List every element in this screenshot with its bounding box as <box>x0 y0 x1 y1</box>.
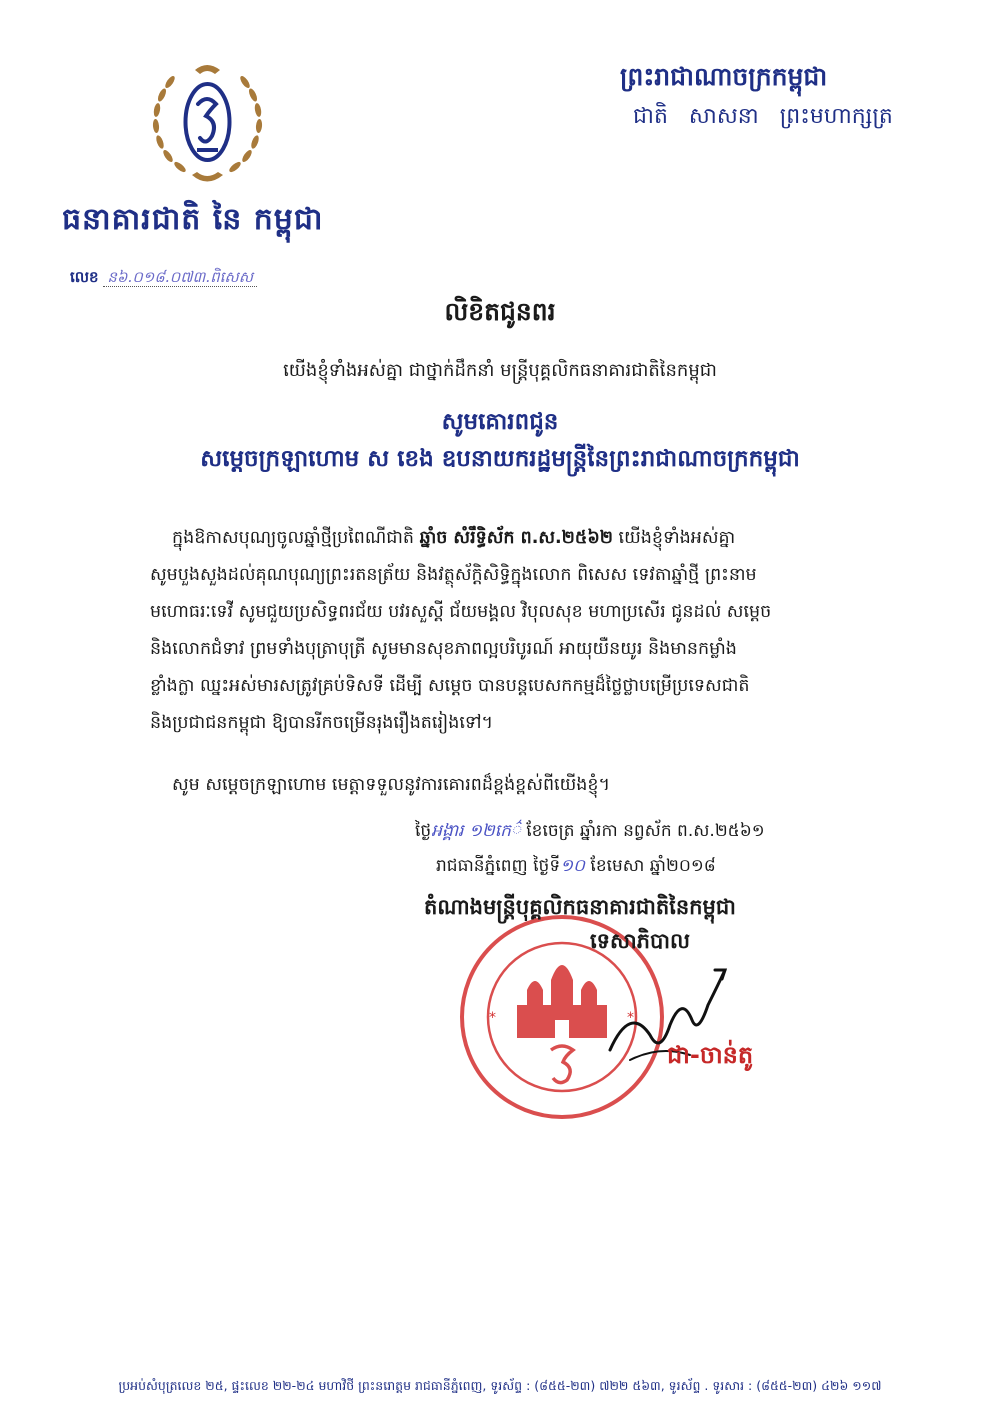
year-name: ឆ្នាំច សំរឹទ្ធិស័ក ព.ស.២៥៦២ <box>419 528 613 548</box>
sender-line: យើងខ្ញុំទាំងអស់គ្នា ជាថ្នាក់ដឹកនាំ មន្ត្រីបុគ្គលិកធនាគារជាតិនៃកម្ពុជា <box>283 360 717 381</box>
body-line-3: មហោធរៈទេវី សូមជួយប្រសិទ្ធពរជ័យ បវរសួស្តី ជ័យមង្គល វិបុលសុខ មហាប្រសើរ ជូនដល់ សម្តេច <box>150 602 772 622</box>
signer-title: ទេសាភិបាល <box>590 929 690 953</box>
gregorian-date-prefix: រាជធានីភ្នំពេញ ថ្ងៃទី <box>436 856 561 876</box>
respect-line: សូមគោរពជូន <box>441 409 559 435</box>
national-bank-emblem-icon <box>140 60 275 195</box>
lunar-date-suffix: ខែចេត្រ ឆ្នាំរកា នព្វស័ក ព.ស.២៥៦១ <box>520 821 765 841</box>
svg-text:*: * <box>489 1010 496 1026</box>
footer-address: ប្រអប់សំបុត្រលេខ ២៥, ផ្ទះលេខ ២២-២៤ មហាវិថី ព្រះនរោត្តម រាជធានីភ្នំពេញ, ទូរស័ព្ទ : (៨៥៥-២៣) ៧២២ ៥៦៣, ទូរស័ព្ទ . ទូរសារ : (៨៥៥-២៣) ៤២៦ ១១៧ <box>118 1378 882 1393</box>
national-motto: ជាតិ សាសនា ព្រះមហាក្សត្រ <box>633 104 893 129</box>
svg-text:*: * <box>627 1010 634 1026</box>
bank-name: ធនាគារជាតិ នៃ កម្ពុជា <box>62 202 324 237</box>
signer-name: ជា-ចាន់តូ <box>667 1041 754 1069</box>
body-line-1-start: ក្នុងឱកាសបុណ្យចូលឆ្នាំថ្មីប្រពៃណីជាតិ <box>172 528 420 548</box>
reference-number-row <box>70 268 257 290</box>
body-line-5: ខ្លាំងក្លា ឈ្នះអស់មារសត្រូវគ្រប់ទិសទី ដើម្បី សម្តេច បានបន្តបេសកកម្មដ៏ថ្លៃថ្លាបម្រើប្រទេសជាតិ <box>150 676 750 696</box>
body-line-4: និងលោកជំទាវ ព្រមទាំងបុត្រាបុត្រី សូមមានសុខភាពល្អបរិបូរណ៍ អាយុយឺនយូរ និងមានកម្លាំង <box>150 639 737 659</box>
gregorian-date <box>436 855 716 880</box>
body-line-6: និងប្រជាជនកម្ពុជា ឱ្យបានរីកចម្រើនរុងរឿងតរៀងទៅ។ <box>150 713 494 733</box>
recipient-line: សម្តេចក្រឡាហោម ស ខេង ឧបនាយករដ្ឋមន្ត្រីនៃព្រះរាជាណាចក្រកម្ពុជា <box>200 446 800 472</box>
lunar-date-prefix: ថ្ងៃ <box>415 821 432 841</box>
kingdom-heading: ព្រះរាជាណាចក្រកម្ពុជា <box>620 62 828 91</box>
body-line-1 <box>150 520 902 557</box>
body-line-2: សូមបួងសួងដល់គុណបុណ្យព្រះរតនត្រ័យ និងវត្ថុស័ក្តិសិទ្ធិក្នុងលោក ពិសេស ទេវតាឆ្នាំថ្មី ព្រះនាម <box>150 565 757 585</box>
reference-label: លេខ <box>70 268 99 286</box>
letter-body <box>150 520 902 742</box>
on-behalf-line: តំណាងមន្ត្រីបុគ្គលិកធនាគារជាតិនៃកម្ពុជា <box>424 895 736 919</box>
letter-title: លិខិតជូនពរ <box>444 297 556 326</box>
lunar-date-handwritten: អង្គារ ១២កេ៌ <box>431 821 521 841</box>
gregorian-date-suffix: ខែមេសា ឆ្នាំ២០១៨ <box>585 856 716 876</box>
closing-line: សូម សម្តេចក្រឡាហោម មេត្តាទទួលនូវការគោរពដ៏ខ្ពង់ខ្ពស់ពីយើងខ្ញុំ។ <box>172 775 611 795</box>
body-line-1-end: យើងខ្ញុំទាំងអស់គ្នា <box>612 528 736 548</box>
lunar-date <box>415 820 765 845</box>
reference-number: ន៦.០១៨.០៧៣.ពិសេស <box>103 268 257 287</box>
gregorian-date-handwritten: ១០ <box>560 856 586 876</box>
